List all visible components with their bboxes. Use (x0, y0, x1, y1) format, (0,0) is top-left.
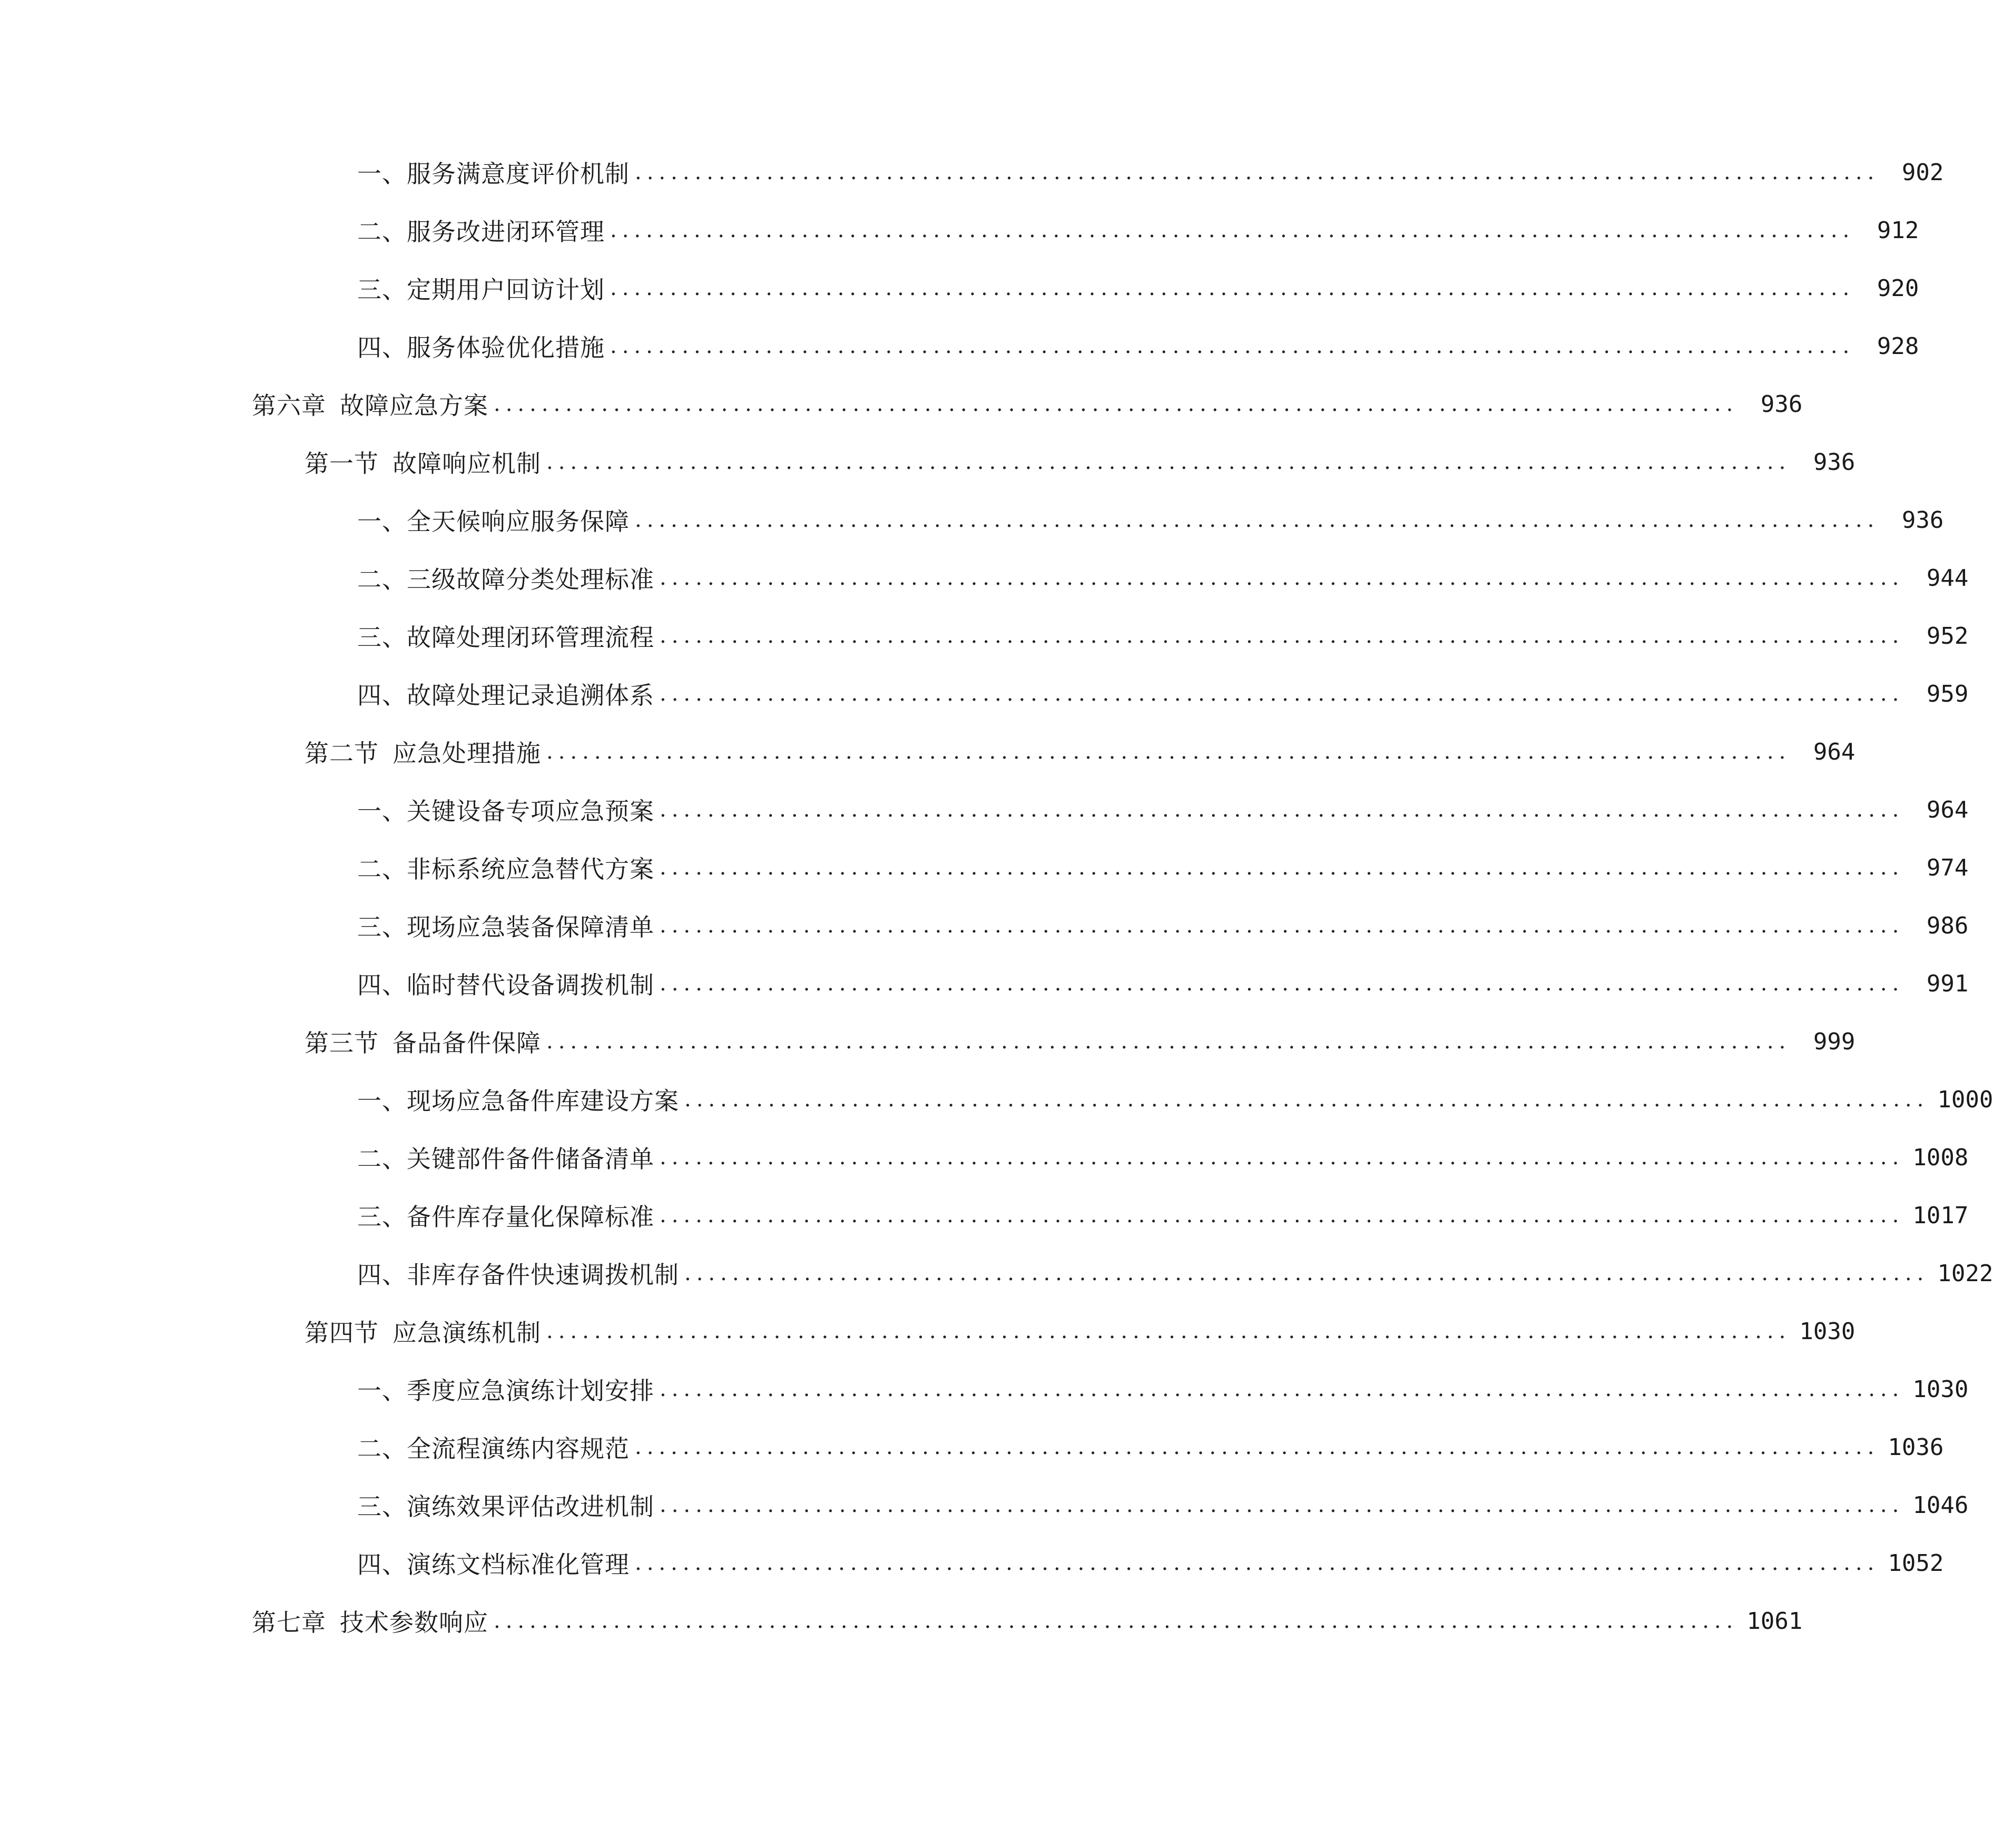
toc-entry[interactable] (0, 1128, 1969, 1186)
toc-entry-title: 全流程演练内容规范 (407, 1434, 630, 1463)
toc-entry-number: 四、 (357, 971, 407, 999)
dot-leader: ........................................................................................................ (660, 913, 1904, 938)
toc-section-title: 故障响应机制 (392, 449, 541, 478)
dot-leader: ........................................................................................................ (660, 566, 1904, 590)
toc-entry-number: 二、 (357, 565, 407, 594)
toc-entry-title: 非库存备件快速调拨机制 (407, 1261, 679, 1289)
toc-entry-title: 备件库存量化保障标准 (407, 1203, 654, 1231)
toc-entry-title: 关键部件备件储备清单 (407, 1145, 654, 1173)
dot-leader: ........................................................................................................ (546, 740, 1791, 764)
dot-leader: ........................................................................................................ (610, 218, 1855, 242)
toc-entry-number: 三、 (357, 276, 407, 304)
dot-leader: ........................................................................................................ (610, 276, 1855, 300)
toc-entry-number: 二、 (357, 1145, 407, 1173)
toc-entry-number: 二、 (357, 1434, 407, 1463)
dot-leader: ........................................................................................................ (684, 1087, 1929, 1112)
dot-leader: ........................................................................................................ (684, 1261, 1929, 1285)
toc-entry-page: 952 (1926, 622, 1969, 650)
toc-entry-page: 1046 (1912, 1491, 1969, 1519)
toc-entry-page: 1008 (1912, 1144, 1969, 1171)
dot-leader: ........................................................................................................ (660, 624, 1904, 648)
toc-entry[interactable] (0, 665, 1969, 723)
toc-entry-page: 964 (1926, 796, 1969, 823)
toc-section-page: 999 (1813, 1028, 1855, 1055)
toc-entry-page: 1022 (1937, 1260, 1993, 1287)
toc-entry-number: 四、 (357, 333, 407, 362)
toc-entry-page: 928 (1877, 332, 1919, 360)
toc-entry-page: 959 (1926, 680, 1969, 707)
toc-entry[interactable] (0, 897, 1969, 955)
toc-section[interactable] (0, 723, 1855, 781)
toc-chapter-title: 故障应急方案 (340, 391, 488, 420)
toc-section-page: 1030 (1799, 1318, 1855, 1345)
toc-entry-number: 一、 (357, 507, 407, 536)
toc-entry[interactable] (0, 1418, 1944, 1476)
toc-entry-page: 986 (1926, 912, 1969, 939)
toc-entry-title: 服务满意度评价机制 (407, 160, 630, 188)
dot-leader: ........................................................................................................ (660, 798, 1904, 822)
toc-section-number: 第四节 (305, 1319, 379, 1347)
toc-entry-number: 三、 (357, 1203, 407, 1231)
toc-entry-number: 四、 (357, 681, 407, 710)
toc-entry-title: 故障处理记录追溯体系 (407, 681, 654, 710)
toc-entry-title: 定期用户回访计划 (407, 276, 605, 304)
toc-entry[interactable] (0, 1186, 1969, 1244)
dot-leader: ........................................................................................................ (660, 1203, 1904, 1227)
dot-leader: ........................................................................................................ (635, 160, 1880, 184)
toc-entry-title: 关键设备专项应急预案 (407, 797, 654, 825)
toc-section-page: 964 (1813, 738, 1855, 765)
toc-chapter-number: 第六章 (252, 391, 326, 420)
dot-leader: ........................................................................................................ (635, 1435, 1880, 1459)
toc-entry[interactable] (0, 607, 1969, 665)
toc-chapter-page: 1061 (1746, 1607, 1803, 1635)
dot-leader: ........................................................................................................ (546, 1029, 1791, 1054)
toc-entry[interactable] (0, 201, 1919, 259)
table-of-contents (0, 143, 1993, 1650)
toc-entry-page: 991 (1926, 970, 1969, 997)
toc-entry[interactable] (0, 549, 1969, 607)
toc-entry[interactable] (0, 839, 1969, 897)
toc-entry[interactable] (0, 955, 1969, 1013)
toc-entry-page: 974 (1926, 854, 1969, 881)
toc-entry-title: 服务改进闭环管理 (407, 218, 605, 246)
toc-entry-title: 故障处理闭环管理流程 (407, 623, 654, 652)
toc-entry-page: 1017 (1912, 1202, 1969, 1229)
toc-entry-number: 四、 (357, 1550, 407, 1579)
dot-leader: ........................................................................................................ (660, 1377, 1904, 1401)
dot-leader: ........................................................................................................ (660, 856, 1904, 880)
toc-entry[interactable] (0, 491, 1944, 549)
toc-entry-number: 二、 (357, 855, 407, 883)
toc-entry-title: 演练文档标准化管理 (407, 1550, 630, 1579)
toc-section-number: 第二节 (305, 739, 379, 768)
toc-entry[interactable] (0, 1244, 1993, 1302)
toc-entry-page: 912 (1877, 217, 1919, 244)
toc-entry[interactable] (0, 1534, 1944, 1592)
toc-section-title: 应急处理措施 (392, 739, 541, 768)
toc-entry-page: 1052 (1888, 1549, 1944, 1577)
toc-entry[interactable] (0, 143, 1944, 201)
dot-leader: ........................................................................................................ (660, 971, 1904, 996)
dot-leader: ........................................................................................................ (494, 392, 1739, 416)
toc-entry-number: 一、 (357, 1087, 407, 1115)
toc-entry-number: 三、 (357, 1492, 407, 1521)
toc-chapter-page: 936 (1760, 390, 1803, 418)
toc-entry-title: 现场应急备件库建设方案 (407, 1087, 679, 1115)
dot-leader: ........................................................................................................ (660, 1145, 1904, 1169)
toc-entry-number: 四、 (357, 1261, 407, 1289)
dot-leader: ........................................................................................................ (635, 1551, 1880, 1575)
toc-entry-title: 非标系统应急替代方案 (407, 855, 654, 883)
toc-chapter-title: 技术参数响应 (340, 1608, 488, 1637)
toc-section-page: 936 (1813, 448, 1855, 476)
toc-chapter-number: 第七章 (252, 1608, 326, 1637)
toc-entry[interactable] (0, 317, 1919, 375)
toc-entry[interactable] (0, 1070, 1993, 1128)
toc-entry-number: 三、 (357, 913, 407, 941)
toc-entry-title: 季度应急演练计划安排 (407, 1377, 654, 1405)
toc-entry-number: 一、 (357, 160, 407, 188)
toc-entry-title: 演练效果评估改进机制 (407, 1492, 654, 1521)
toc-entry-page: 944 (1926, 564, 1969, 592)
toc-section-number: 第三节 (305, 1029, 379, 1057)
dot-leader: ........................................................................................................ (494, 1609, 1739, 1633)
toc-entry-number: 一、 (357, 797, 407, 825)
toc-entry-number: 二、 (357, 218, 407, 246)
dot-leader: ........................................................................................................ (660, 682, 1904, 706)
toc-chapter[interactable] (0, 1592, 1803, 1650)
toc-section-title: 备品备件保障 (392, 1029, 541, 1057)
dot-leader: ........................................................................................................ (660, 1493, 1904, 1517)
toc-section-number: 第一节 (305, 449, 379, 478)
toc-entry[interactable] (0, 1476, 1969, 1534)
dot-leader: ........................................................................................................ (546, 1319, 1791, 1343)
toc-section[interactable] (0, 1013, 1855, 1070)
toc-entry-page: 936 (1901, 506, 1944, 534)
toc-entry-page: 1000 (1937, 1086, 1993, 1113)
toc-entry[interactable] (0, 259, 1919, 317)
toc-entry-title: 临时替代设备调拨机制 (407, 971, 654, 999)
toc-entry-page: 1030 (1912, 1375, 1969, 1403)
toc-entry-title: 服务体验优化措施 (407, 333, 605, 362)
toc-chapter[interactable] (0, 375, 1803, 433)
toc-entry-page: 902 (1901, 159, 1944, 186)
dot-leader: ........................................................................................................ (635, 508, 1880, 532)
toc-section[interactable] (0, 433, 1855, 491)
toc-entry-number: 三、 (357, 623, 407, 652)
dot-leader: ........................................................................................................ (610, 334, 1855, 358)
toc-entry[interactable] (0, 1360, 1969, 1418)
toc-entry-title: 全天候响应服务保障 (407, 507, 630, 536)
toc-entry-number: 一、 (357, 1377, 407, 1405)
toc-entry-page: 920 (1877, 274, 1919, 302)
toc-entry-title: 三级故障分类处理标准 (407, 565, 654, 594)
toc-entry-title: 现场应急装备保障清单 (407, 913, 654, 941)
toc-entry-page: 1036 (1888, 1433, 1944, 1461)
toc-section[interactable] (0, 1302, 1855, 1360)
toc-entry[interactable] (0, 781, 1969, 839)
dot-leader: ........................................................................................................ (546, 450, 1791, 474)
toc-section-title: 应急演练机制 (392, 1319, 541, 1347)
